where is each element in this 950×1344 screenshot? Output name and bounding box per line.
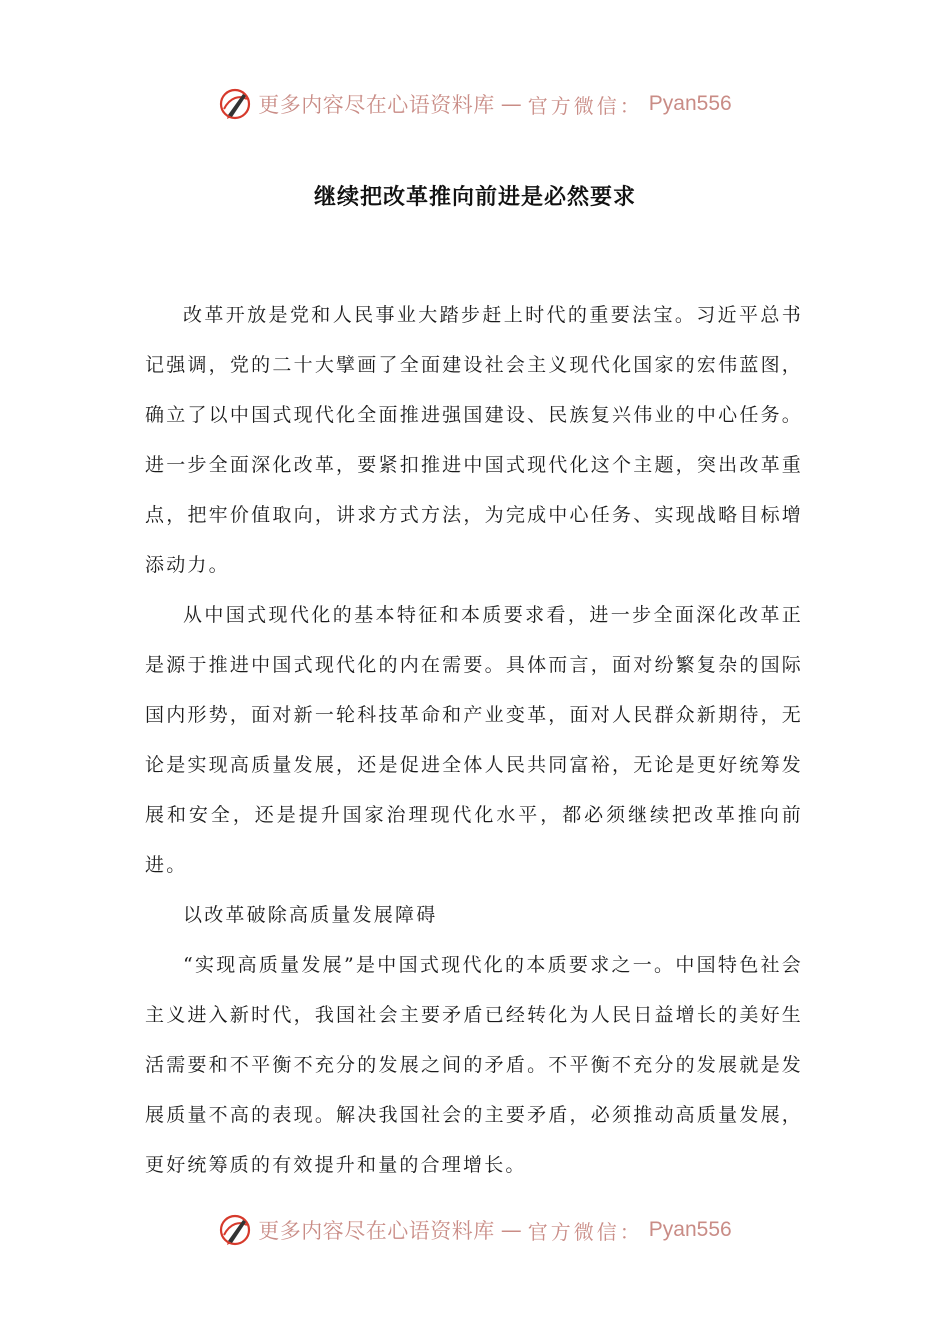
section-heading: 以改革破除高质量发展障碍	[183, 904, 438, 926]
document-body	[145, 290, 803, 1190]
watermark-dash: —	[500, 92, 522, 116]
watermark-wechat-label: 官方微信：	[527, 1219, 643, 1244]
document-title: 继续把改革推向前进是必然要求	[313, 185, 636, 210]
pen-logo-icon	[218, 1213, 252, 1247]
paragraph-2: 从中国式现代化的基本特征和本质要求看，进一步全面深化改革正是源于推进中国式现代化的内在需要。具体而言，面对纷繁复杂的国际国内形势，面对新一轮科技革命和产业变革，面对人民群众新期待，无论是实现高质量发展，还是促进全体人民共同富裕，无论是更好统筹发展和安全，还是提升国家治理现代化水平，都必须继续把改革推向前进。	[145, 604, 803, 876]
footer-watermark	[0, 1208, 950, 1252]
paragraph-1: 改革开放是党和人民事业大踏步赶上时代的重要法宝。习近平总书记强调，党的二十大擘画了全面建设社会主义现代化国家的宏伟蓝图，确立了以中国式现代化全面推进强国建设、民族复兴伟业的中心任务。进一步全面深化改革，要紧扣推进中国式现代化这个主题，突出改革重点，把牢价值取向，讲求方式方法，为完成中心任务、实现战略目标增添动力。	[145, 304, 803, 576]
watermark-dash: —	[500, 1218, 522, 1242]
watermark-brand-text: 更多内容尽在心语资料库	[258, 1219, 495, 1243]
header-watermark	[0, 82, 950, 126]
watermark-wechat-label: 官方微信：	[527, 93, 643, 118]
pen-logo-icon	[218, 87, 252, 121]
watermark-wechat-id: Pyan556	[648, 1218, 732, 1241]
watermark-brand-text: 更多内容尽在心语资料库	[258, 93, 495, 117]
paragraph-3: “实现高质量发展”是中国式现代化的本质要求之一。中国特色社会主义进入新时代，我国社会主要矛盾已经转化为人民日益增长的美好生活需要和不平衡不充分的发展之间的矛盾。不平衡不充分的发展就是发展质量不高的表现。解决我国社会的主要矛盾，必须推动高质量发展，更好统筹质的有效提升和量的合理增长。	[145, 954, 803, 1176]
watermark-wechat-id: Pyan556	[648, 92, 732, 115]
